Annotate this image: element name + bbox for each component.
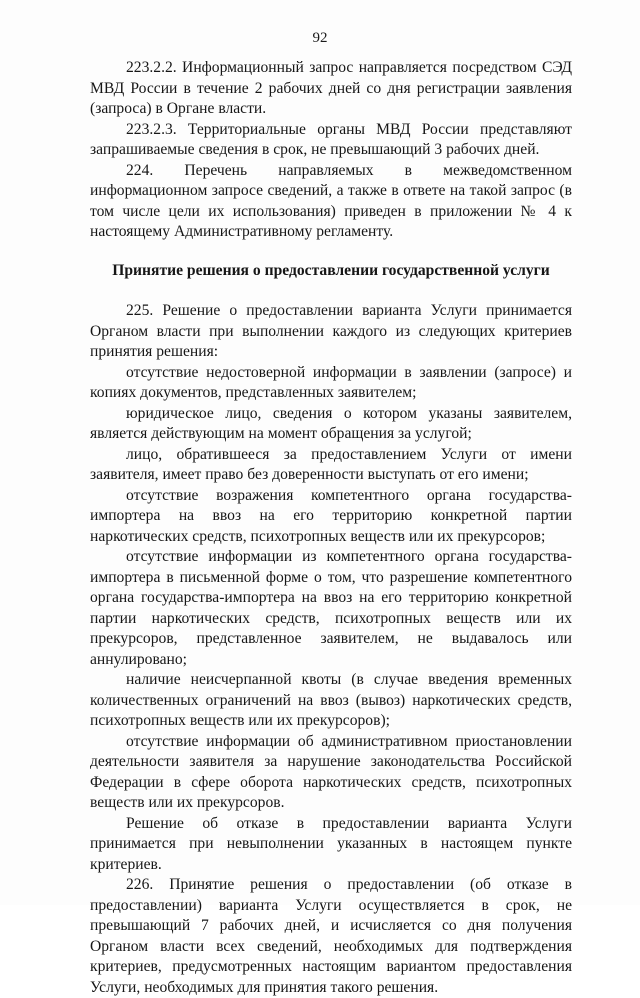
paragraph-223-2-2: 223.2.2. Информационный запрос направляется посредством СЭД МВД России в течение 2 рабочих дней со дня регистрации заявления (запроса) в Органе власти. (90, 59, 572, 117)
paragraph-224: 224. Перечень направляемых в межведомственном информационном запросе сведений, а также в ответе на такой запрос (в том числе цели их использования) приведен в приложении № 4 к настоящему Административному регламенту. (90, 161, 572, 240)
criterion-item: отсутствие возражения компетентного органа государства-импортера на ввоз на его территорию конкретной партии наркотических средств, психотропных веществ или их прекурсоров; (90, 486, 572, 545)
criterion-item: лицо, обратившееся за предоставлением Услуги от имени заявителя, имеет право без доверенности выступать от его имени; (90, 445, 572, 483)
criterion-item: юридическое лицо, сведения о котором указаны заявителем, является действующим на момент обращения за услугой; (90, 404, 572, 442)
section-heading: Принятие решения о предоставлении государственной услуги (112, 261, 550, 279)
refusal-paragraph: Решение об отказе в предоставлении варианта Услуги принимается при невыполнении указанных в настоящем пункте критериев. (90, 814, 572, 873)
paragraph-226: 226. Принятие решения о предоставлении (об отказе в предоставлении) варианта Услуги осуществляется в срок, не превышающий 7 рабочих дней, и исчисляется со дня получения Органом власти всех сведений, необходимых для подтверждения критериев, предусмотренных настоящим вариантом предоставления Услуги, необходимых для принятия такого решения. (90, 876, 572, 996)
criterion-item: отсутствие информации из компетентного органа государства-импортера в письменной форме о том, что разрешение компетентного органа государства-импортера на ввоз на его территорию конкретной партии наркотических средств, психотропных веществ или их прекурсоров, представленное заявителем, не выдавалось или аннулировано; (90, 548, 572, 668)
paragraph-223-2-3: 223.2.3. Территориальные органы МВД России представляют запрашиваемые сведения в срок, не превышающий 3 рабочих дней. (90, 120, 572, 158)
criterion-item: наличие неисчерпанной квоты (в случае введения временных количественных ограничений на ввоз (вывоз) наркотических средств, психотропных веществ или их прекурсоров); (90, 671, 572, 729)
criterion-item: отсутствие недостоверной информации в заявлении (запросе) и копиях документов, представленных заявителем; (90, 363, 572, 401)
document-body (90, 58, 572, 998)
criterion-item: отсутствие информации об административном приостановлении деятельности заявителя за нарушение законодательства Российской Федерации в сфере оборота наркотических средств, психотропных веществ или их прекурсоров. (90, 732, 572, 811)
page-number: 92 (312, 30, 328, 46)
paragraph-225: 225. Решение о предоставлении варианта Услуги принимается Органом власти при выполнении каждого из следующих критериев принятия решения: (90, 302, 572, 360)
